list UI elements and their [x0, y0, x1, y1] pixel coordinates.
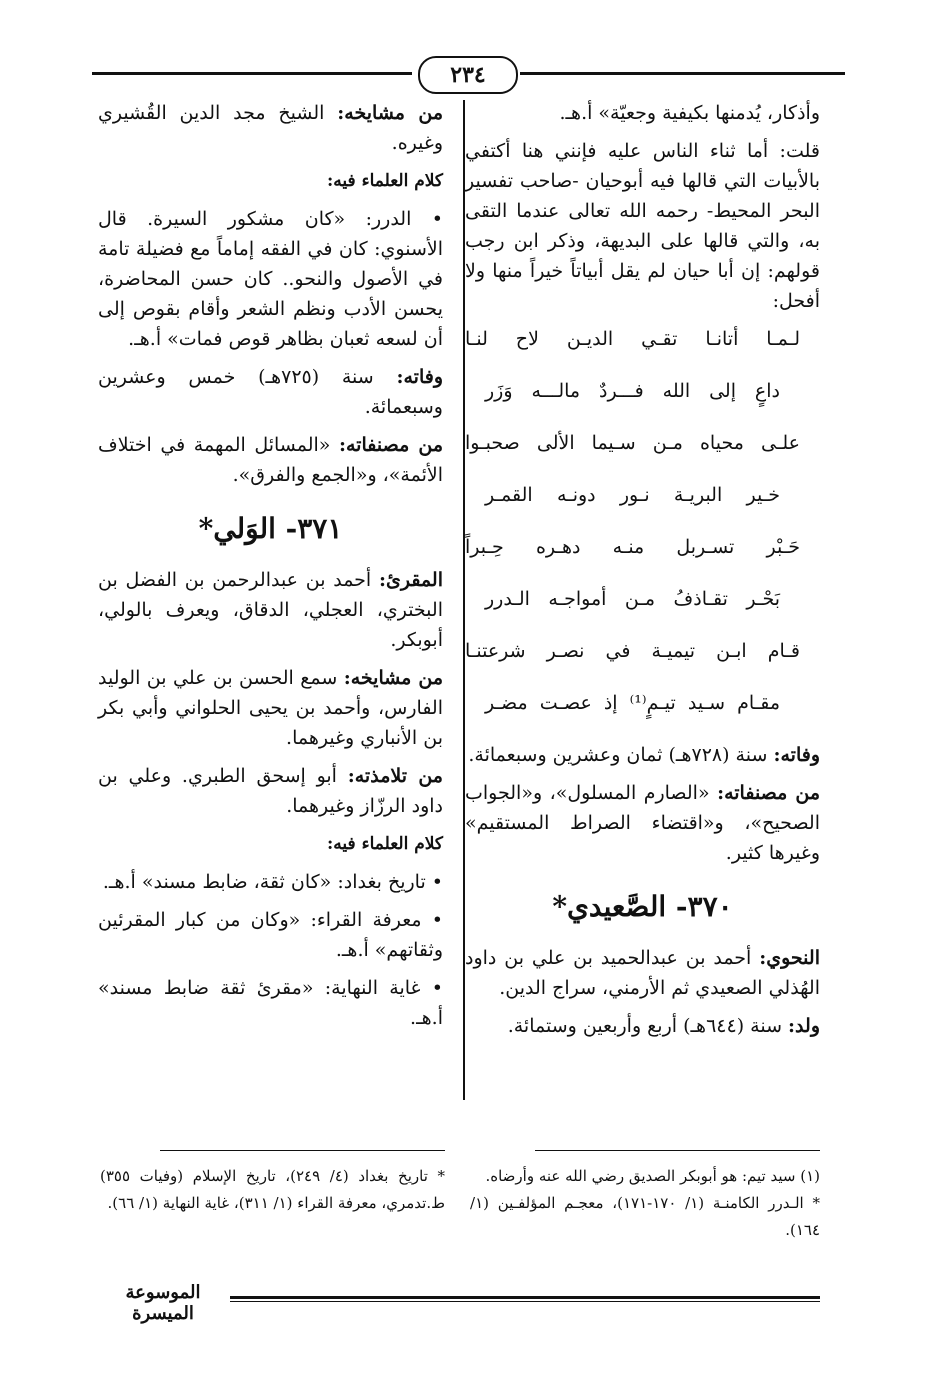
- nahwi-label: النحوي:: [759, 947, 820, 969]
- bullet-item: • معرفة القراء: «وكان من كبار المقرئين وثقاتهم» أ.هـ.: [98, 905, 443, 965]
- shuyukh-label: من مشايخه:: [337, 102, 443, 124]
- verse-line: مقـام سـيد تيـمٍ⁽¹⁾ إذ عصـت مضـر: [485, 692, 780, 714]
- durar-quote: • الدرر: «كان مشكور السيرة. قال الأسنوي: كان في الفقه إماماً مع فضيلة تامة في الأصول والنحو.. كان حسن المحاضرة، يحسن الأدب ونظم الشعر وأقام بقوص إلى أن لسعه ثعبان بظاهر قوص فمات» أ.هـ.: [98, 204, 443, 354]
- entry-heading-371: ٣٧١- الوَلي*: [198, 512, 343, 545]
- bullet-item: • غاية النهاية: «مقرئ ثقة ضابط مسند» أ.هـ.: [98, 973, 443, 1033]
- page-number: ٢٣٤: [418, 56, 518, 94]
- footer-title: الموسوعة الميسرة: [125, 1282, 201, 1324]
- verse-line: خـير البريـة نـور دونـه القمـر: [485, 484, 780, 506]
- birth-text: سنة (٦٤٤هـ) أربع وأربعين وستمائة.: [507, 1015, 782, 1037]
- birth-label: ولد:: [788, 1015, 820, 1037]
- shuyukh-label: من مشايخه:: [343, 667, 443, 689]
- verse-line: لـمـا أتانـا تقـي الديـن لاح لنـا: [465, 328, 800, 350]
- death-label: وفاته:: [396, 366, 443, 388]
- header-rule-left: [92, 72, 412, 75]
- left-column: [98, 98, 443, 1041]
- right-column: [465, 98, 820, 1049]
- footnotes-left: [100, 1163, 445, 1217]
- verse-line: علـى محياه مـن سـيما الألى صحبـوا: [465, 432, 800, 454]
- shuyukh-text: سمع الحسن بن علي بن الوليد الفارس، وأحمد بن يحيى الحلواني وأبي بكر بن الأنباري وغيرهما.: [98, 667, 443, 749]
- footer-rule-thin: [230, 1301, 820, 1302]
- footnote-rule-right: [535, 1150, 820, 1151]
- death-label: وفاته:: [773, 744, 820, 766]
- muqri-entry: [98, 565, 443, 655]
- death-text: سنة (٧٢٥هـ) خمس وعشرين وسبعمائة.: [98, 366, 443, 418]
- footnote: (١) سيد تيم: هو أبوبكر الصديق رضي الله عنه وأرضاه.: [485, 1167, 820, 1185]
- works-label: من مصنفاته:: [338, 434, 444, 456]
- scholars-heading: كلام العلماء فيه:: [327, 171, 443, 191]
- entry-heading-370: ٣٧٠- الصَّعيدي*: [552, 890, 733, 923]
- works-entry: [465, 778, 820, 868]
- poem: [465, 324, 820, 718]
- talamidh-label: من تلامذته:: [347, 765, 443, 787]
- verse-line: قـام ابـن تيميـة في نصـر شرعتنـا: [465, 640, 800, 662]
- intro-line: وأذكار، يُدمنها بكيفية وجعيّة» أ.هـ.: [559, 102, 820, 124]
- death-text: سنة (٧٢٨هـ) ثمان وعشرين وسبعمائة.: [468, 744, 768, 766]
- verse-line: داعٍ إلى الله فـــردٌ مالـــه وَزَر: [485, 380, 780, 402]
- birth-entry: [465, 1011, 820, 1041]
- shuyukh-entry: [98, 663, 443, 753]
- footnote-rule-left: [160, 1150, 445, 1151]
- nahwi-text: أحمد بن عبدالحميد بن علي بن داود الهُذلي الصعيدي ثم الأرمني، سراج الدين.: [465, 947, 820, 999]
- death-entry: [465, 740, 820, 770]
- footer-rule: [230, 1296, 820, 1299]
- shuyukh-entry: [98, 98, 443, 158]
- footnote: * تاريخ بغداد (٤/ ٢٤٩)، تاريخ الإسلام (وفيات ٣٥٥) ط.تدمري، معرفة القراء (١/ ٣١١)، غاية النهاية (١/ ٦٦).: [100, 1167, 445, 1212]
- praise-paragraph: قلت: أما ثناء الناس عليه فإنني هنا أكتفي بالأبيات التي قالها فيه أبوحيان -صاحب تفسير البحر المحيط- رحمه الله تعالى عندما التقى به، والتي قالها على البديهة، وذكر ابن رجب قولهم: إن أبا حيان لم يقل أبياتاً خيراً منها ولا أفحل:: [465, 140, 820, 312]
- talamidh-entry: [98, 761, 443, 821]
- verse-line: حَـبْر تسـربل منـه دهـره حِـبراً: [465, 536, 800, 558]
- verse-line: بَحْـر تقـاذفُ مـن أمواجـه الـدرر: [485, 588, 780, 610]
- scholars-heading: كلام العلماء فيه:: [327, 834, 443, 854]
- shuyukh-text: الشيخ مجد الدين القُشيري وغيره.: [98, 102, 443, 154]
- footnote: * الـدرر الكامنـة (١/ ١٧٠-١٧١)، معجـم المؤلفـين (١/ ١٦٤).: [470, 1194, 820, 1239]
- header-rule-right: [520, 72, 845, 75]
- works-entry: [98, 430, 443, 490]
- nahwi-entry: [465, 943, 820, 1003]
- bullet-item: • تاريخ بغداد: «كان ثقة، ضابط مسند» أ.هـ.: [98, 867, 443, 897]
- muqri-text: أحمد بن عبدالرحمن بن الفضل بن البختري، العجلي، الدقاق، ويعرف بالولي، أبوبكر.: [98, 569, 443, 651]
- talamidh-text: أبو إسحق الطبري. وعلي بن داود الرزّاز وغيرهما.: [98, 765, 443, 817]
- footnotes-right: [470, 1163, 820, 1244]
- works-label: من مصنفاته:: [717, 782, 821, 804]
- death-entry: [98, 362, 443, 422]
- works-text: «الصارم المسلول»، و«الجواب الصحيح»، و«اقتضاء الصراط المستقيم» وغيرها كثير.: [465, 782, 820, 864]
- works-text: «المسائل المهمة في اختلاف الأئمة»، و«الجمع والفرق».: [98, 434, 443, 486]
- muqri-label: المقرئ:: [378, 569, 443, 591]
